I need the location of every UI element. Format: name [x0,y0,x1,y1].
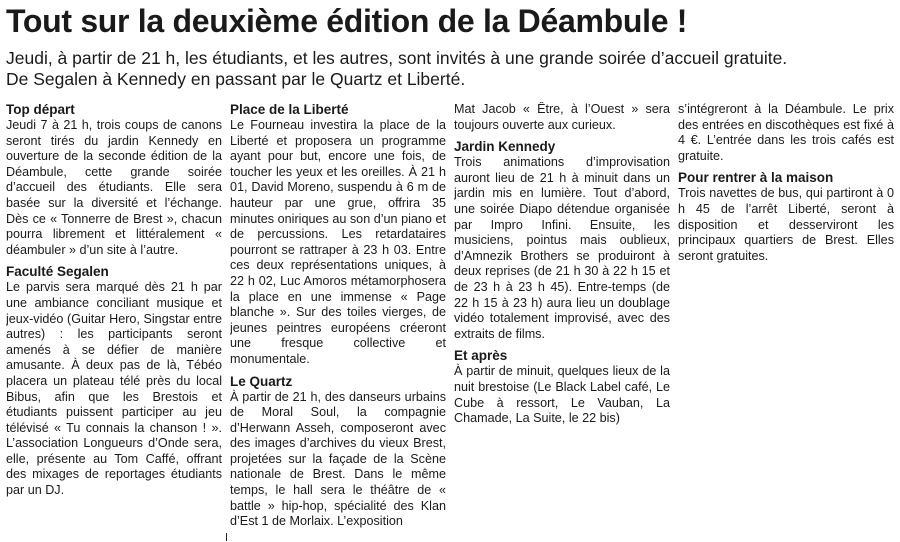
section-body-et-apres-continued: s’intégreront à la Déambule. Le prix des entrées en discothèques est fixé à 4 €. L’entrée dans les trois cafés est gratuite. [678,102,894,163]
article-headline: Tout sur la deuxième édition de la Déambule ! [6,3,688,39]
section-title-place-liberte: Place de la Liberté [230,102,349,117]
column-1 [6,102,222,540]
section-body-rentrer-maison: Trois navettes de bus, qui partiront à 0 h 45 de l’arrêt Liberté, seront à disposition et desserviront les principaux quartiers de Brest. Elles seront gratuites. [678,186,894,263]
section-body-et-apres: À partir de minuit, quelques lieux de la nuit brestoise (Le Black Label café, Le Cube à ressort, Le Vauban, La Chamade, La Suite, le 22 bis) [454,364,670,426]
standfirst-line-2: De Segalen à Kennedy en passant par le Quartz et Liberté. [6,69,466,89]
standfirst-line-1: Jeudi, à partir de 21 h, les étudiants, et les autres, sont invités à une grande soirée d’accueil gratuite. [6,48,788,68]
column-end-mark [226,533,227,541]
article-standfirst [6,48,896,90]
section-title-et-apres: Et après [454,348,508,364]
section-title-jardin-kennedy: Jardin Kennedy [454,139,556,155]
article-columns [6,102,894,540]
section-body-jardin-kennedy: Trois animations d’improvisation auront lieu de 21 h à minuit dans un jardin mis en lumière. Tout d’abord, une soirée Diapo détendue organisée par Impro Infini. Ensuite, les musiciens, pointus mais oublieux, d’Amnezik Brothers se produiront à deux reprises (de 21 h 30 à 22 h 15 et de 23 h à 23 h 45). Entre-temps (de 22 h 15 à 23 h) aura lieu un doublage vidéo totalement improvisé, avec des extraits de films. [454,155,670,341]
section-title-rentrer-maison: Pour rentrer à la maison [678,170,834,186]
section-body-place-liberte: Le Fourneau investira la place de la Liberté et proposera un programme ayant pour but, encore une fois, de toucher les yeux et les oreilles. À 21 h 01, David Moreno, suspendu à 6 m de hauteur par une grue, offrira 35 minutes oniriques au son d’un piano et de percussions. Les retardataires pourront se rattraper à 23 h 03. Entre ces deux représentations uniques, à 22 h 02, Luc Amoros métamorphosera la place en une immense « Page blanche ». Sur des toiles vierges, de jeunes peintres européens créeront une fresque collective et monumentale. [230,118,446,366]
section-title-le-quartz: Le Quartz [230,373,293,389]
section-title-faculte-segalen: Faculté Segalen [6,264,109,280]
column-2 [230,102,446,540]
section-body-faculte-segalen: Le parvis sera marqué dès 21 h par une ambiance conciliant musique et jeux-vidéo (Guitar Hero, Singstar entre autres) : les participants seront amenés à se défier de manière amusante. À deux pas de là, Tébéo placera un plateau télé près du local Bibus, afin que les Brestois et étudiants puissent participer au jeu télévisé « Tu connais la chanson ! ». L’association Longueurs d’Onde sera, elle, présente au Tom Caffé, offrant des mixages de reportages étudiants par un DJ. [6,280,222,498]
column-3 [454,102,670,540]
column-4 [678,102,894,540]
section-title-top-depart: Top départ [6,102,75,117]
section-body-le-quartz: À partir de 21 h, des danseurs urbains de Moral Soul, la compagnie d’Herwann Asseh, composeront avec des images d’archives du vieux Brest, projetées sur la façade de la Scène nationale de Brest. Dans le même temps, le hall sera le théâtre de « battle » hip-hop, spécialité des Klan d’Est 1 de Morlaix. L’exposition [230,389,446,529]
section-body-top-depart: Jeudi 7 à 21 h, trois coups de canons seront tirés du jardin Kennedy en ouverture de la seconde édition de la Déambule, cette grande soirée d’accueil des étudiants. Elle sera basée sur la diversité et l’échange. Dès ce « Tonnerre de Brest », chacun pourra librement et littéralement « déambuler » d’un site à l’autre. [6,118,222,257]
section-body-quartz-continued: Mat Jacob « Être, à l’Ouest » sera toujours ouverte aux curieux. [454,102,670,132]
